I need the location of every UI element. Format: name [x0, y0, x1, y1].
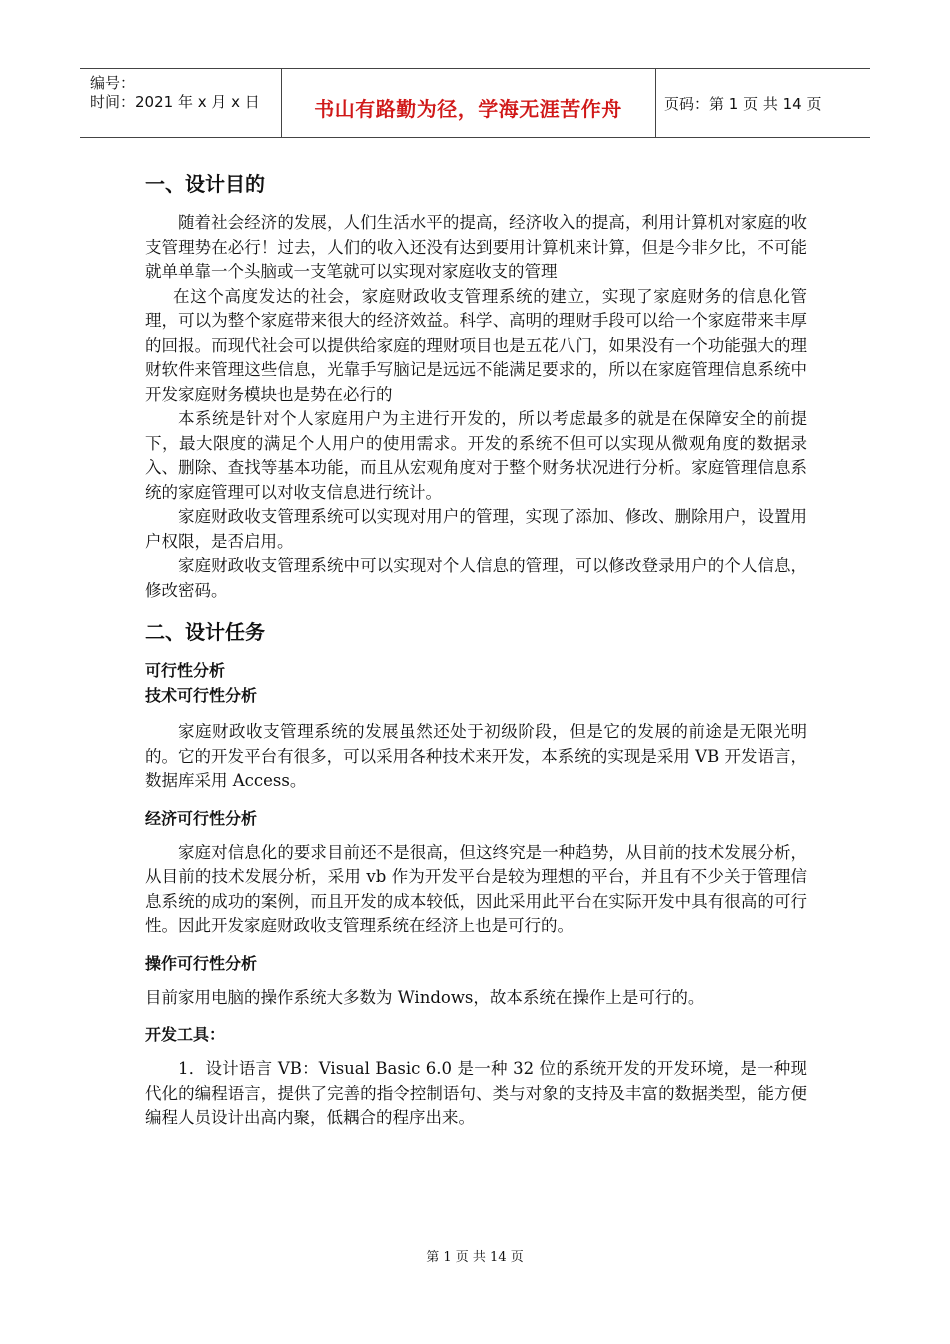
document-date-label: 时间：2021 年 x 月 x 日	[90, 93, 260, 111]
header-info-cell	[80, 69, 282, 137]
page-header	[80, 68, 870, 138]
paragraph: 目前家用电脑的操作系统大多数为 Windows，故本系统在操作上是可行的。	[145, 987, 705, 1007]
subheading-dev-tools: 开发工具：	[145, 1025, 226, 1044]
subheading-economic-feasibility: 经济可行性分析	[145, 808, 258, 828]
page-footer: 第 1 页 共 14 页	[426, 1250, 524, 1265]
paragraph: 1．设计语言 VB：Visual Basic 6.0 是一种 32 位的系统开发的开发环境，是一种现代化的编程语言，提供了完善的指令控制语句、类与对象的支持及丰富的数据类型，能方便编程人员设计出高内聚，低耦合的程序出来。	[145, 1059, 807, 1127]
header-page-cell	[656, 69, 870, 137]
paragraph: 家庭财政收支管理系统的发展虽然还处于初级阶段，但是它的发展的前途是无限光明的。它的开发平台有很多，可以采用各种技术来开发，本系统的实现是采用 VB 开发语言，数据库采用 Access。	[145, 722, 807, 790]
subheading-technical-feasibility: 技术可行性分析	[145, 686, 258, 705]
paragraph: 家庭对信息化的要求目前还不是很高，但这终究是一种趋势，从目前的技术发展分析，从目前的技术发展分析，采用 vb 作为开发平台是较为理想的平台，并且有不少关于管理信息系统的成功的案例，而且开发的成本较低，因此采用此平台在实际开发中具有很高的可行性。因此开发家庭财政收支管理系统在经济上也是可行的。	[145, 842, 807, 935]
header-motto: 书山有路勤为径，学海无涯苦作舟	[314, 97, 622, 121]
paragraph: 随着社会经济的发展，人们生活水平的提高，经济收入的提高，利用计算机对家庭的收支管理势在必行！过去，人们的收入还没有达到要用计算机来计算，但是今非夕比，不可能就单单靠一个头脑或一支笔就可以实现对家庭收支的管理	[145, 213, 807, 281]
paragraph: 本系统是针对个人家庭用户为主进行开发的，所以考虑最多的就是在保障安全的前提下，最大限度的满足个人用户的使用需求。开发的系统不但可以实现从微观角度的数据录入、删除、查找等基本功能，而且从宏观角度对于整个财务状况进行分析。家庭管理信息系统的家庭管理可以对收支信息进行统计。	[145, 409, 807, 502]
header-motto-cell	[281, 69, 656, 137]
section-heading-design-task: 二、设计任务	[145, 620, 265, 644]
header-page-number: 页码：第 1 页 共 14 页	[664, 95, 822, 113]
section-heading-design-purpose: 一、设计目的	[145, 172, 265, 196]
paragraph: 家庭财政收支管理系统中可以实现对个人信息的管理，可以修改登录用户的个人信息，修改密码。	[145, 556, 807, 600]
paragraph: 家庭财政收支管理系统可以实现对用户的管理，实现了添加、修改、删除用户，设置用户权限，是否启用。	[145, 507, 807, 551]
subheading-feasibility: 可行性分析	[145, 661, 226, 680]
subheading-operational-feasibility: 操作可行性分析	[145, 953, 258, 973]
paragraph: 在这个高度发达的社会，家庭财政收支管理系统的建立，实现了家庭财务的信息化管理，可以为整个家庭带来很大的经济效益。科学、高明的理财手段可以给一个家庭带来丰厚的回报。而现代社会可以提供给家庭的理财项目也是五花八门，如果没有一个功能强大的理财软件来管理这些信息，光靠手写脑记是远远不能满足要求的，所以在家庭管理信息系统中开发家庭财务模块也是势在必行的	[145, 286, 807, 404]
document-body	[145, 168, 807, 1131]
document-number-label: 编号：	[90, 74, 136, 92]
